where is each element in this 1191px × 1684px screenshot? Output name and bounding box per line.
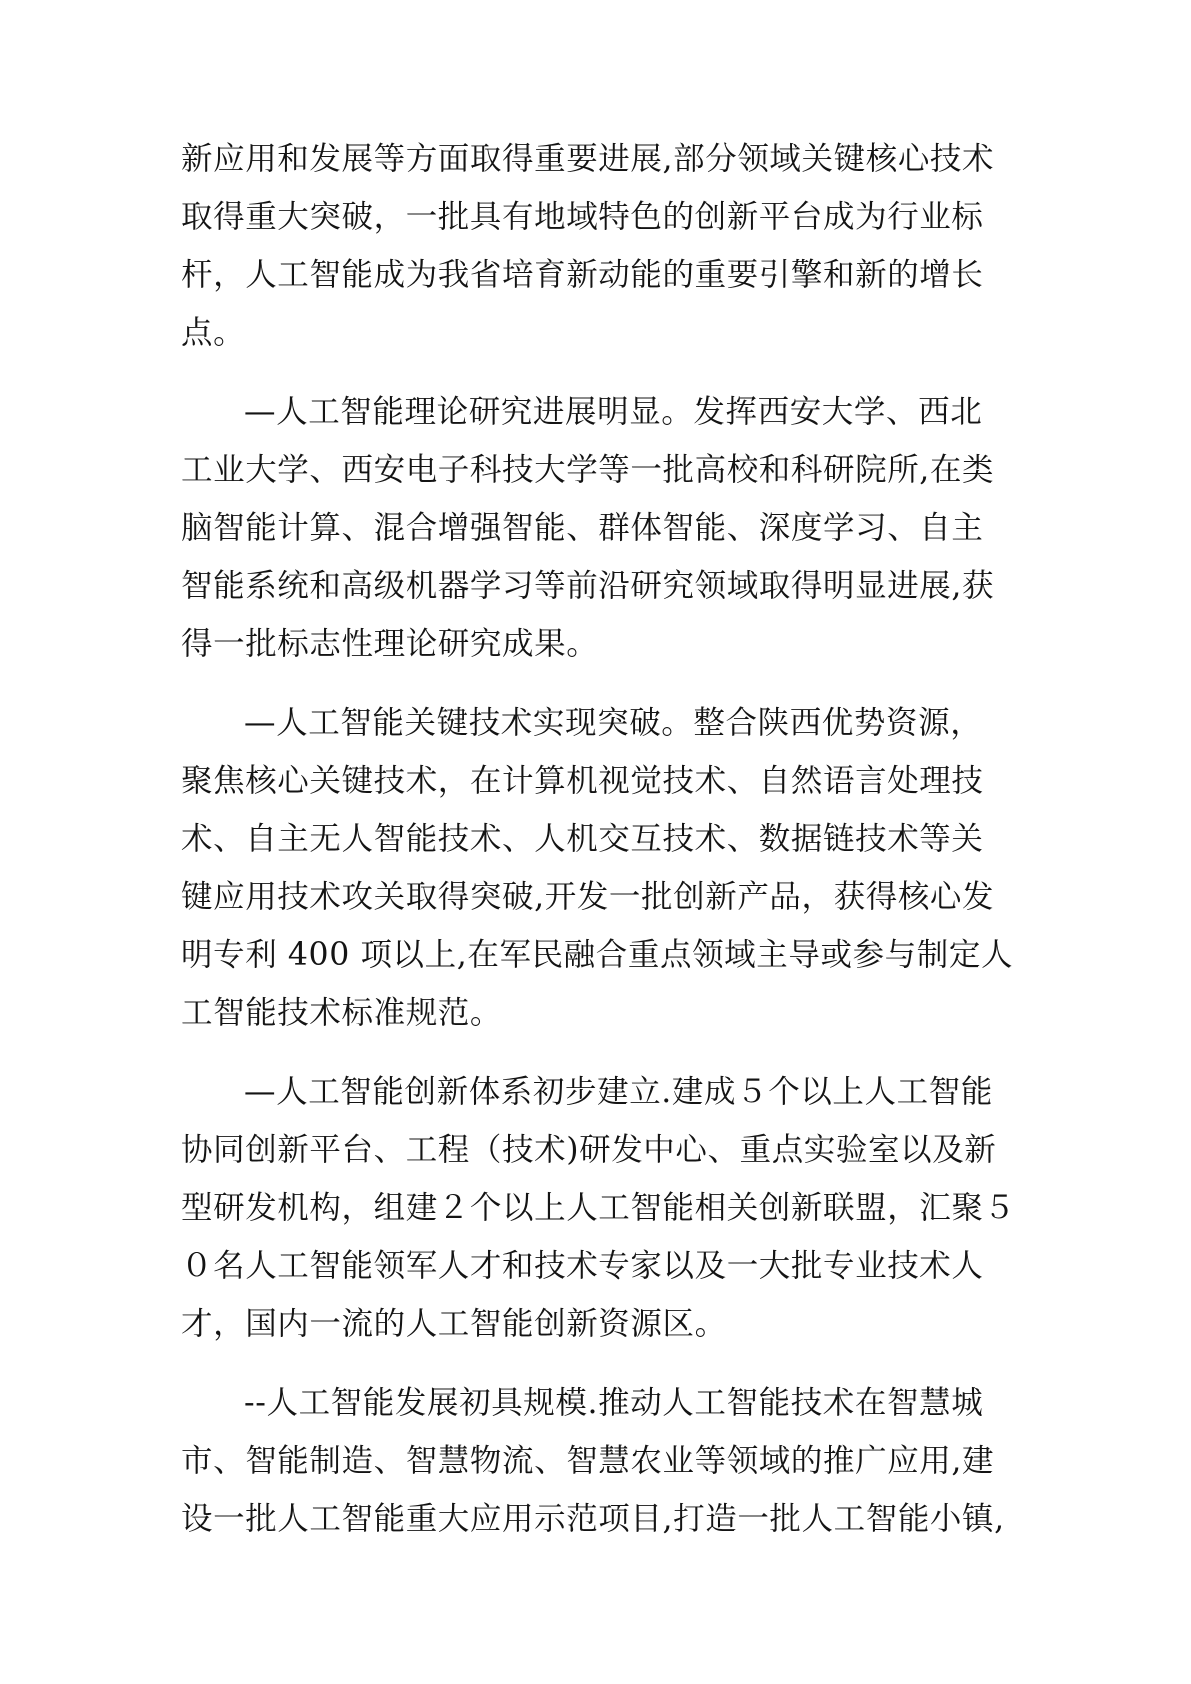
- text-line: 点。: [181, 315, 246, 351]
- text-line: 键应用技术攻关取得突破,开发一批创新产品，获得核心发: [181, 879, 995, 915]
- paragraph-theory-research: [181, 383, 1015, 673]
- text-line: —人工智能关键技术实现突破。整合陕西优势资源，: [244, 705, 983, 741]
- text-line: 智能系统和高级机器学习等前沿研究领域取得明显进展,获: [181, 568, 995, 604]
- text-line: 明专利 400 项以上,在军民融合重点领域主导或参与制定人: [181, 937, 1014, 973]
- text-line: 术、自主无人智能技术、人机交互技术、数据链技术等关: [181, 821, 984, 857]
- text-line: 协同创新平台、工程（技术)研发中心、重点实验室以及新: [181, 1132, 997, 1168]
- text-line: --人工智能发展初具规模.推动人工智能技术在智慧城: [244, 1385, 984, 1421]
- text-line: 才，国内一流的人工智能创新资源区。: [181, 1306, 727, 1342]
- text-line: 得一批标志性理论研究成果。: [181, 626, 599, 662]
- text-line: —人工智能理论研究进展明显。发挥西安大学、西北: [244, 394, 983, 430]
- text-line: 脑智能计算、混合增强智能、群体智能、深度学习、自主: [181, 510, 984, 546]
- text-line: 取得重大突破，一批具有地域特色的创新平台成为行业标: [181, 199, 984, 235]
- text-line: —人工智能创新体系初步建立.建成５个以上人工智能: [244, 1074, 993, 1110]
- text-line: 工业大学、西安电子科技大学等一批高校和科研院所,在类: [181, 452, 995, 488]
- text-line: 新应用和发展等方面取得重要进展,部分领域关键核心技术: [181, 141, 995, 177]
- text-line: 市、智能制造、智慧物流、智慧农业等领域的推广应用,建: [181, 1443, 995, 1479]
- paragraph-development-scale: [181, 1374, 1015, 1548]
- text-line: 设一批人工智能重大应用示范项目,打造一批人工智能小镇,: [181, 1501, 1005, 1537]
- paragraph-innovation-system: [181, 1063, 1015, 1353]
- text-line: ０名人工智能领军人才和技术专家以及一大批专业技术人: [181, 1248, 984, 1284]
- text-line: 型研发机构，组建２个以上人工智能相关创新联盟，汇聚５: [181, 1190, 1016, 1226]
- paragraph-key-technology: [181, 694, 1015, 1042]
- text-line: 杆，人工智能成为我省培育新动能的重要引擎和新的增长: [181, 257, 984, 293]
- text-line: 聚焦核心关键技术，在计算机视觉技术、自然语言处理技: [181, 763, 984, 799]
- text-line: 工智能技术标准规范。: [181, 995, 503, 1031]
- document-body: [181, 130, 1015, 1569]
- paragraph-intro-continued: [181, 130, 1015, 362]
